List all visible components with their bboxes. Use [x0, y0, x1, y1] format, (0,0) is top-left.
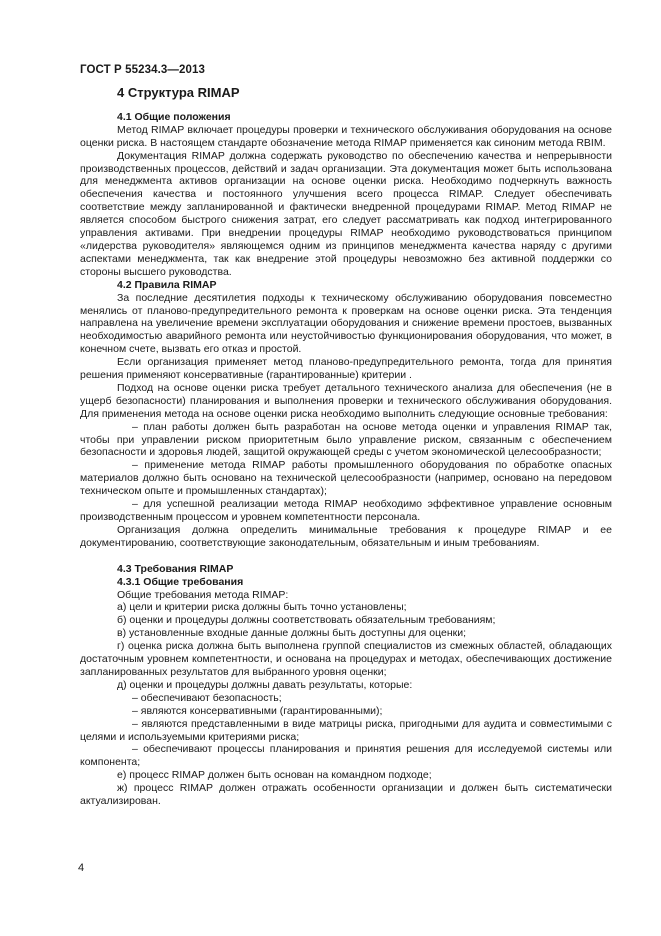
paragraph: Документация RIMAP должна содержать руководство по обеспечению качества и непрерывности производственных процессов, действий и задач организации. Эта документация может быть использована для менеджмента активов организации на основе оценки риска. Необходимо подчеркнуть важность обеспечения качества и постоянного улучшения всего процесса RIMAP. Следует обеспечивать соответствие между запланированной и фактически внедренной процедурами RIMAP. Метод RIMAP не является способом быстрого снижения затрат, его следует рассматривать как подход интегрированного управления активами. При внедрении процедуры RIMAP необходимо руководствоваться принципом «лидерства руководителя» являющемся одним из принципов менеджмента качества наряду с другими аспектами менеджмента, так как внедрение этой процедуры невозможно без активной поддержки со стороны высшего руководства.: [80, 149, 612, 278]
page-number: 4: [78, 862, 85, 874]
section-4-1-title: 4.1 Общие положения: [117, 110, 231, 123]
list-item: – обеспечивают процессы планирования и принятия решения для исследуемой системы или компонента;: [80, 743, 612, 769]
list-item: б) оценки и процедуры должны соответствовать обязательным требованиям;: [117, 614, 496, 627]
list-item: д) оценки и процедуры должны давать результаты, которые:: [117, 678, 413, 691]
list-item: а) цели и критерии риска должны быть точно установлены;: [117, 601, 407, 614]
list-item: – являются консервативными (гарантированными);: [132, 704, 383, 717]
document-code: ГОСТ Р 55234.3—2013: [80, 64, 205, 76]
list-item: г) оценка риска должна быть выполнена группой специалистов из смежных областей, обладающих достаточным уровнем компетентности, и основана на процедурах и методах, обеспечивающих достижение запланированных результатов для выбранного уровня оценки;: [80, 640, 612, 678]
section-4-3-title: 4.3 Требования RIMAP: [117, 562, 234, 575]
list-item: – являются представленными в виде матрицы риска, пригодными для аудита и совместимыми с целями и используемыми критериями риска;: [80, 717, 612, 743]
paragraph: Метод RIMAP включает процедуры проверки и технического обслуживания оборудования на основе оценки риска. В настоящем стандарте обозначение метода RIMAP применяется как синоним метода RBIM.: [80, 123, 612, 149]
page-body: [80, 87, 612, 808]
section-4-2-title: 4.2 Правила RIMAP: [117, 278, 217, 291]
section-4-title: 4 Структура RIMAP: [117, 85, 240, 100]
paragraph: Общие требования метода RIMAP:: [117, 588, 289, 601]
paragraph: Организация должна определить минимальные требования к процедуре RIMAP и ее документированию, соответствующие законодательным, обязательным и иным требованиям.: [80, 523, 612, 549]
list-item: – план работы должен быть разработан на основе метода оценки и управления RIMAP так, чтобы при управлении риском приоритетным было управление риском, связанным с обеспечением безопасности и здоровья людей, защитой окружающей среды с учетом экономической целесообразности;: [80, 420, 612, 459]
list-item: в) установленные входные данные должны быть доступны для оценки;: [117, 627, 467, 640]
paragraph: Подход на основе оценки риска требует детального технического анализа для обеспечения (не в ущерб безопасности) планирования и выполнения проверки и технического обслуживания оборудования. Для применения метода на основе оценки риска необходимо выполнить следующие основные требования:: [80, 381, 612, 420]
paragraph: За последние десятилетия подходы к техническому обслуживанию оборудования повсеместно менялись от планово-предупредительного ремонта к проверкам на основе оценки риска. Эта тенденция направлена на увеличение времени эксплуатации оборудования и снижение времени простоев, вызванных необходимостью аварийного ремонта или неустойчивостью функционирования оборудования, что может, в конечном счете, вызвать его отказ и простой.: [80, 291, 612, 356]
section-4-3-1-title: 4.3.1 Общие требования: [117, 575, 244, 588]
paragraph: Если организация применяет метод планово-предупредительного ремонта, тогда для принятия решения применяют консервативные (гарантированные) критерии .: [80, 356, 612, 382]
list-item: – для успешной реализации метода RIMAP необходимо эффективное управление основным производственным процессом и уровнем компетентности персонала.: [80, 498, 612, 523]
list-item: – обеспечивают безопасность;: [132, 691, 282, 704]
list-item: е) процесс RIMAP должен быть основан на командном подходе;: [117, 769, 432, 782]
list-item: ж) процесс RIMAP должен отражать особенности организации и должен быть систематически актуализирован.: [80, 782, 612, 808]
list-item: – применение метода RIMAP работы промышленного оборудования по обработке опасных материалов должно быть основано на технической целесообразности (например, основано на передовом техническом опыте и промышленных стандартах);: [80, 459, 612, 498]
